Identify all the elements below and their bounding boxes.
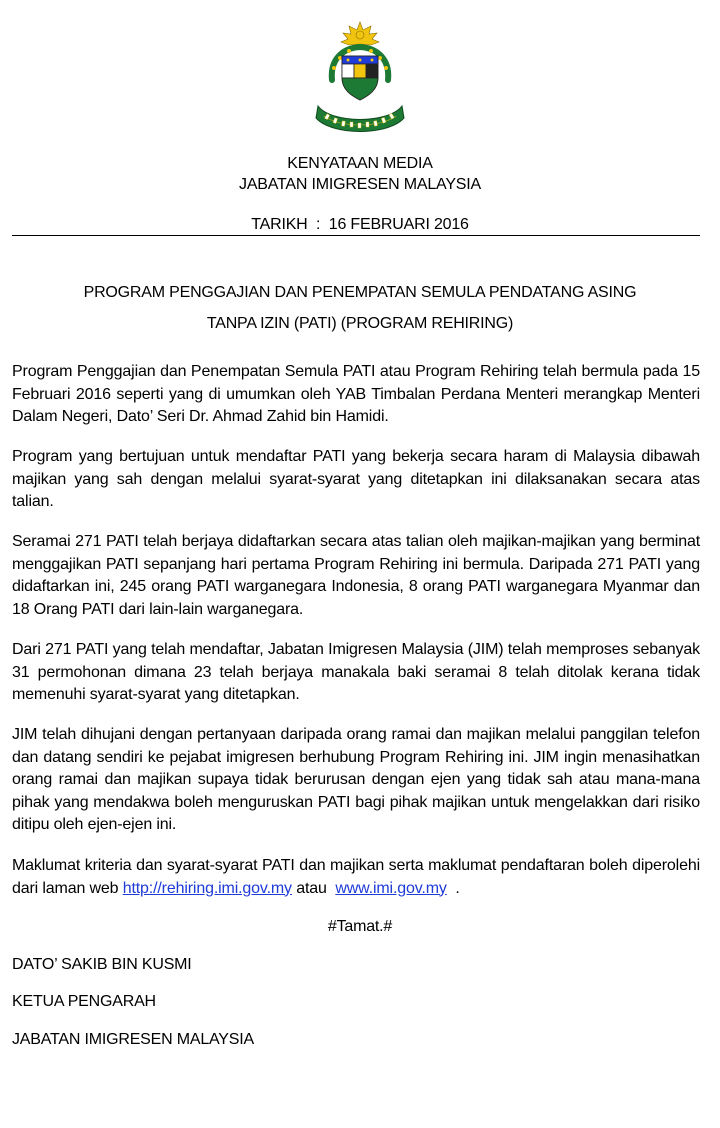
department-heading: JABATAN IMIGRESEN MALAYSIA	[239, 176, 481, 193]
date-line: TARIKH : 16 FEBRUARI 2016	[251, 216, 469, 233]
signatory-position: KETUA PENGARAH	[12, 993, 156, 1010]
paragraph-5: JIM telah dihujani dengan pertanyaan daripada orang ramai dan majikan melalui panggilan telefon dan datang sendiri ke pejabat imigresen berhubung Program Rehiring ini. JIM ingin menasihatkan orang ramai dan majikan supaya tidak berurusan dengan ejen yang tidak sah atau mana-mana pihak yang mendakwa boleh menguruskan PATI bagi pihak majikan untuk mengelakkan dari risiko ditipu oleh ejen-ejen ini.	[12, 726, 700, 833]
paragraph-6-text: Maklumat kriteria dan syarat-syarat PATI dan majikan serta maklumat pendaftaran boleh diperolehi dari laman web	[12, 857, 700, 897]
paragraph-6	[12, 855, 700, 900]
paragraph-2: Program yang bertujuan untuk mendaftar PATI yang bekerja secara haram di Malaysia dibawah majikan yang sah dengan melalui syarat-syarat yang ditetapkan ini dilaksanakan secara atas talian.	[12, 448, 700, 510]
document-title-line2: TANPA IZIN (PATI) (PROGRAM REHIRING)	[206, 315, 514, 332]
end-mark: #Tamat.#	[327, 918, 393, 935]
rehiring-website-link[interactable]: http://rehiring.imi.gov.my	[122, 879, 292, 897]
imi-website-link[interactable]: www.imi.gov.my	[335, 879, 447, 897]
paragraph-6-end: .	[446, 879, 460, 897]
paragraph-1: Program Penggajian dan Penempatan Semula PATI atau Program Rehiring telah bermula pada 15 Februari 2016 seperti yang di umumkan oleh YAB Timbalan Perdana Menteri merangkap Menteri Dalam Negeri, Dato’ Seri Dr. Ahmad Zahid bin Hamidi.	[12, 363, 700, 425]
paragraph-4: Dari 271 PATI yang telah mendaftar, Jabatan Imigresen Malaysia (JIM) telah memproses sebanyak 31 permohonan dimana 23 telah berjaya manakala baki seramai 8 telah ditolak kerana tidak memenuhi syarat-syarat yang ditetapkan.	[12, 641, 700, 703]
press-statement-heading: KENYATAAN MEDIA	[287, 155, 433, 172]
paragraph-3: Seramai 271 PATI telah berjaya didaftarkan secara atas talian oleh majikan-majikan yang berminat menggajikan PATI sepanjang hari pertama Program Rehiring ini bermula. Daripada 271 PATI yang didaftarkan ini, 245 orang PATI warganegara Indonesia, 8 orang PATI warganegara Myanmar dan 18 Orang PATI dari lain-lain warganegara.	[12, 533, 700, 618]
signatory-department: JABATAN IMIGRESEN MALAYSIA	[12, 1031, 254, 1048]
signatory-name: DATO’ SAKIB BIN KUSMI	[12, 956, 192, 973]
paragraph-6-connector: atau	[291, 879, 336, 897]
header-divider	[12, 235, 700, 236]
document-title-line1: PROGRAM PENGGAJIAN DAN PENEMPATAN SEMULA PENDATANG ASING	[83, 284, 637, 301]
immigration-malaysia-crest-logo	[312, 20, 408, 140]
